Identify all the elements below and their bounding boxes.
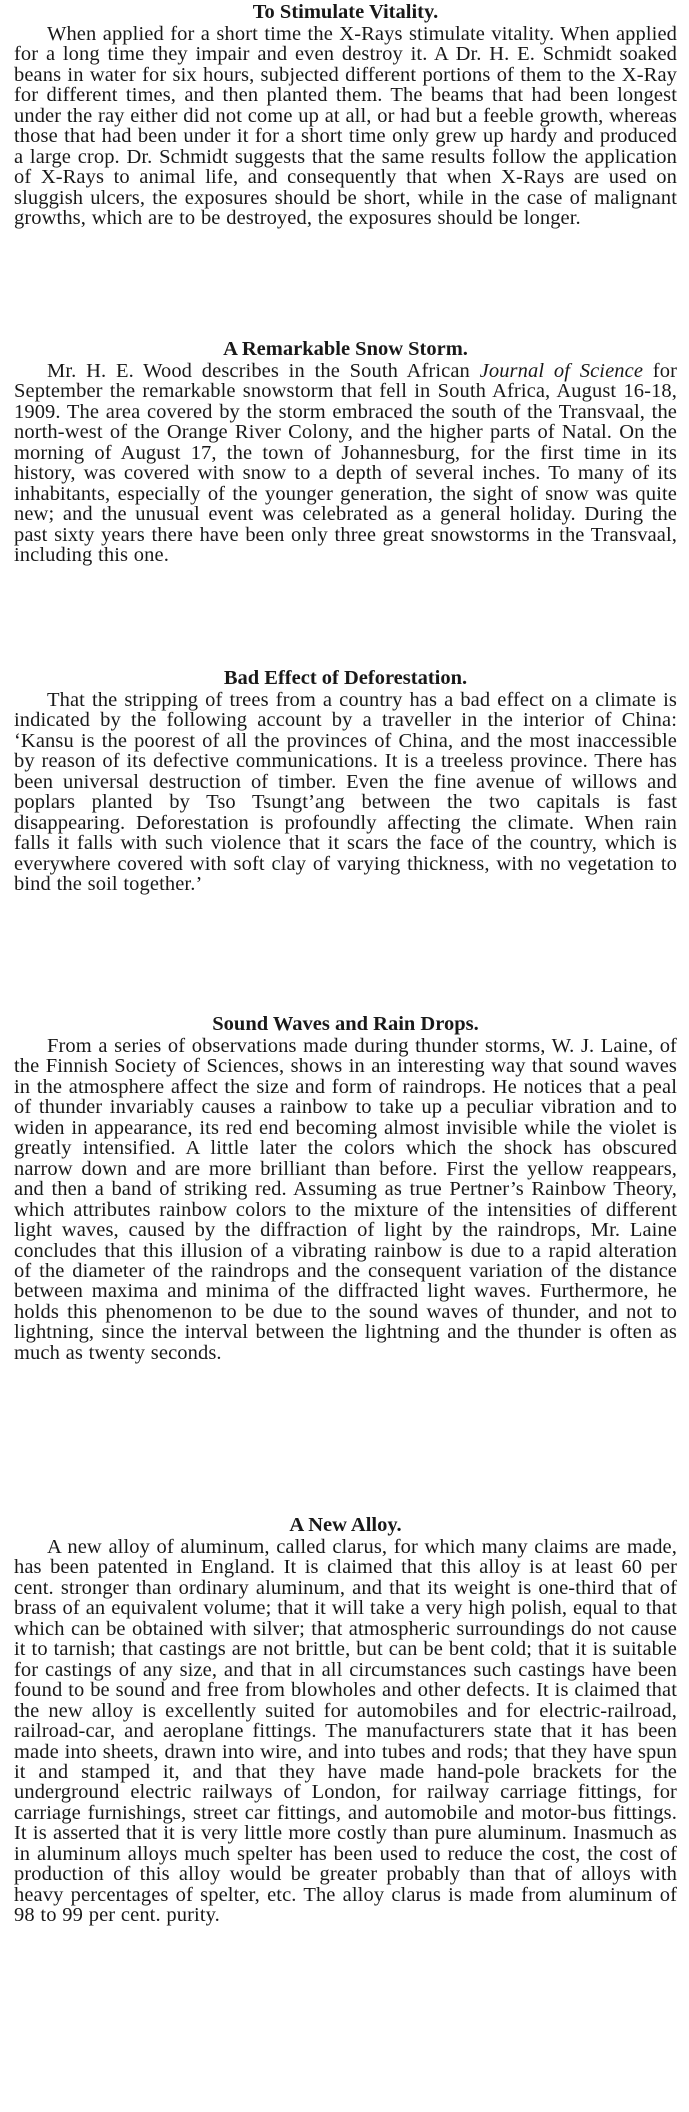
article-stimulate-vitality — [14, 0, 677, 229]
article-body: When applied for a short time the X-Rays stimulate vitality. When applied for a long time they impair and even destroy it. A Dr. H. E. Schmidt soaked beans in water for six hours, subjected different portions of them to the X-Ray for different times, and then planted them. The beams that had been longest under the ray either did not come up at all, or had but a feeble growth, whereas those that had been under it for a short time only grew up hardy and produced a large crop. Dr. Schmidt suggests that the same results follow the application of X-Rays to animal life, and consequently that when X-Rays are used on sluggish ulcers, the exposures should be short, while in the case of malignant growths, which are to be destroyed, the exposures should be longer. — [14, 23, 677, 230]
article-body: That the stripping of trees from a country has a bad effect on a climate is indicated by the following account by a traveller in the interior of China: ‘Kansu is the poorest of all the provinces of China, and the most inaccessible by reason of its defective communications. It is a treeless province. There has been universal destruction of timber. Even the fine avenue of willows and poplars planted by Tso Tsungt’ang between the two capitals is fast disappearing. Deforestation is profoundly affecting the climate. When rain falls it falls with such violence that it scars the face of the country, which is everywhere covered with soft clay of varying thickness, with no vegetation to bind the soil together.’ — [14, 689, 677, 896]
newspaper-column — [14, 0, 677, 2112]
journal-title: Journal of Science — [479, 360, 644, 382]
article-body — [14, 361, 677, 566]
article-body-text: for September the remarkable snowstorm that fell in South Africa, August 16-18, 1909. The area covered by the storm embraced the south of the Transvaal, the north-west of the Orange River Colony, and the higher parts of Natal. On the morning of August 17, the town of Johannesburg, for the first time in its history, was covered with snow to a depth of several inches. To many of its inhabitants, especially of the younger generation, the sight of snow was quite new; and the unusual event was celebrated as a general holiday. During the past sixty years there have been only three great snowstorms in the Transvaal, including this one. — [14, 360, 677, 567]
article-body: From a series of observations made during thunder storms, W. J. Laine, of the Finnish Society of Sciences, shows in an interesting way that sound waves in the atmosphere affect the size and form of raindrops. He notices that a peal of thunder invariably causes a rainbow to take up a peculiar vibration and to widen in appearance, its red end becoming almost invisible while the violet is greatly intensified. A little later the colors which the shock has obscured narrow down and are more brilliant than before. First the yellow reappears, and then a band of striking red. Assuming as true Pertner’s Rainbow Theory, which attributes rainbow colors to the mixture of the intensities of different light waves, caused by the diffraction of light by the raindrops, Mr. Laine concludes that this illusion of a vibrating rainbow is due to a rapid alteration of the diameter of the raindrops and the consequent variation of the distance between maxima and minima of the diffracted light waves. Furthermore, he holds this phenomenon to be due to the sound waves of thunder, and not to lightning, since the interval between the lightning and the thunder is often as much as twenty seconds. — [14, 1035, 677, 1364]
article-body: A new alloy of aluminum, called clarus, for which many claims are made, has been patented in England. It is claimed that this alloy is at least 60 per cent. stronger than ordinary aluminum, and that its weight is one-third that of brass of an equivalent volume; that it will take a very high polish, equal to that which can be obtained with silver; that atmospheric surroundings do not cause it to tarnish; that castings are not brittle, but can be bent cold; that it is suitable for castings of any size, and that in all circumstances such castings have been found to be sound and free from blowholes and other defects. It is claimed that the new alloy is excellently suited for automobiles and for electric-railroad, railroad-car, and aeroplane fittings. The manufacturers state that it has been made into sheets, drawn into wire, and into tubes and rods; that they have spun it and stamped it, and that they have made hand-pole brackets for the underground electric railways of London, for railway carriage fittings, for carriage furnishings, street car fittings, and automobile and motor-bus fittings. It is asserted that it is very little more costly than pure aluminum. Inasmuch as in aluminum alloys much spelter has been used to reduce the cost, the cost of production of this alloy would be greater probably than that of alloys with heavy percentages of spelter, etc. The alloy clarus is made from aluminum of 98 to 99 per cent. purity. — [14, 1536, 677, 1927]
article-heading: To Stimulate Vitality. — [252, 1, 439, 23]
article-body-text: Mr. H. E. Wood describes in the South African — [47, 360, 480, 382]
article-heading: A New Alloy. — [289, 1514, 402, 1536]
article-snow-storm — [14, 337, 677, 566]
article-deforestation — [14, 666, 677, 895]
article-heading: Bad Effect of Deforestation. — [223, 667, 468, 689]
article-new-alloy — [14, 1513, 677, 1926]
article-heading: Sound Waves and Rain Drops. — [212, 1013, 479, 1035]
article-sound-waves — [14, 1012, 677, 1363]
article-heading: A Remarkable Snow Storm. — [223, 338, 468, 360]
